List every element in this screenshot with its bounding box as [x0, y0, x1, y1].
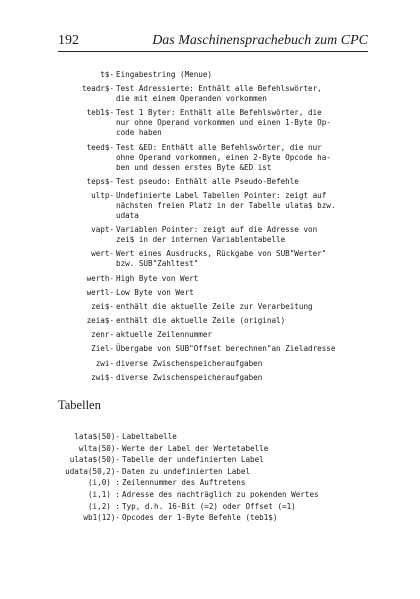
description-line: Variablen Pointer: zeigt auf die Adresse von	[116, 225, 318, 235]
variable-name: wert-	[91, 249, 114, 259]
variable-description	[116, 359, 262, 369]
variable-name: werth-	[86, 273, 114, 283]
table-entry	[60, 502, 380, 512]
variable-description	[116, 274, 198, 284]
description-line: code haben	[116, 128, 162, 138]
variable-entry	[62, 330, 382, 340]
variable-description	[116, 84, 322, 104]
variable-name: zwi-	[95, 358, 114, 368]
variable-name: teadr$-	[81, 84, 114, 94]
variable-entry	[62, 316, 382, 326]
variable-description	[116, 143, 331, 173]
table-entry	[60, 444, 380, 454]
description-line: diverse Zwischenspeicheraufgaben	[116, 372, 263, 382]
description-line: Undefinierte Label Tabellen Pointer: zeigt auf	[116, 190, 327, 200]
description-line: enthält die aktuelle Zeile zur Verarbeitung	[116, 301, 313, 311]
table-description: Typ, d.h. 16-Bit (=2) oder Offset (=1)	[122, 501, 296, 511]
variable-description	[116, 108, 331, 138]
variable-description	[116, 330, 212, 340]
variable-description	[116, 288, 194, 298]
table-name: wb1(12)-	[83, 513, 120, 523]
table-entry	[60, 432, 380, 442]
variable-name: ultp-	[91, 190, 114, 200]
variable-description	[116, 191, 335, 221]
description-line: Low Byte von Wert	[116, 287, 194, 297]
description-line: nächsten freien Platz in der Tabelle ulata$ bzw.	[116, 200, 336, 210]
table-name: ulata$(50)-	[69, 455, 120, 465]
variable-entry	[62, 225, 382, 245]
table-description: Opcodes der 1-Byte Befehle (teb1$)	[122, 513, 278, 523]
description-line: die mit einem Operanden vorkommen	[116, 94, 267, 104]
description-line: Test &ED: Enthält alle Befehlswörter, die nur	[116, 142, 322, 152]
variable-description	[116, 373, 262, 383]
variable-entry	[62, 359, 382, 369]
table-description: Daten zu undefinierten Label	[122, 466, 251, 476]
variable-entry	[62, 143, 382, 173]
description-line: zei$ in der internen Variablentabelle	[116, 235, 286, 245]
variable-entry	[62, 373, 382, 383]
variable-entry	[62, 191, 382, 221]
table-name: (i,1) :	[87, 489, 120, 499]
variable-entry	[62, 177, 382, 187]
description-line: Test Adressierte: Enthält alle Befehlswörter,	[116, 84, 322, 94]
description-line: udata	[116, 210, 139, 220]
description-line: ben und dessen erstes Byte &ED ist	[116, 162, 272, 172]
variable-description	[116, 249, 326, 269]
variable-description	[116, 225, 317, 245]
variable-name: teps$-	[86, 176, 114, 186]
variable-name: Ziel-	[91, 344, 114, 354]
section-title: Tabellen	[58, 398, 101, 412]
variable-description	[116, 177, 299, 187]
variable-entry	[62, 288, 382, 298]
table-name: (i,2) :	[87, 501, 120, 511]
table-description: Tabelle der undefinierten Label	[122, 455, 264, 465]
table-entry	[60, 513, 380, 523]
table-list	[60, 432, 380, 525]
table-description: Zeilennummer des Auftretens	[122, 478, 246, 488]
description-line: aktuelle Zeilennummer	[116, 330, 213, 340]
description-line: bzw. SUB"Zahltest"	[116, 259, 199, 269]
page-number: 192	[58, 33, 79, 48]
variable-name: teed$-	[86, 142, 114, 152]
description-line: enthält die aktuelle Zeile (original)	[116, 316, 286, 326]
variable-entry	[62, 274, 382, 284]
table-description: Werte der Label der Wertetabelle	[122, 443, 269, 453]
page-header	[58, 33, 368, 52]
table-name: lata$(50)-	[74, 432, 120, 441]
variable-name: zei$-	[91, 301, 114, 311]
description-line: Eingabestring (Menue)	[116, 70, 213, 79]
variable-name: t$-	[100, 70, 114, 79]
variable-entry	[62, 108, 382, 138]
description-line: High Byte von Wert	[116, 273, 199, 283]
description-line: Test 1 Byter: Enthält alle Befehlswörter, die	[116, 108, 322, 118]
variable-entry	[62, 249, 382, 269]
variable-entry	[62, 302, 382, 312]
table-entry	[60, 478, 380, 488]
description-line: Übergabe von SUB"Offset berechnen"an Zieladresse	[116, 344, 336, 354]
variable-description	[116, 344, 335, 354]
table-entry	[60, 467, 380, 477]
description-line: diverse Zwischenspeicheraufgaben	[116, 358, 263, 368]
table-name: udata(50,2)-	[65, 466, 120, 476]
variable-name: zeia$-	[86, 316, 114, 326]
variable-description	[116, 70, 212, 80]
table-name: (i,0) :	[87, 478, 120, 488]
variable-name: zwi$-	[91, 372, 114, 382]
table-name: wlta(50)-	[78, 443, 120, 453]
description-line: Test pseudo: Enthält alle Pseudo-Befehle	[116, 176, 299, 186]
variable-entry	[62, 344, 382, 354]
description-line: nur ohne Operand vorkommen und einen 1-Byte Op-	[116, 118, 331, 128]
variable-list	[62, 70, 382, 387]
running-title: Das Maschinensprachebuch zum CPC	[152, 33, 368, 48]
description-line: Wert eines Ausdrucks, Rückgabe von SUB"Werter"	[116, 249, 327, 259]
variable-description	[116, 302, 313, 312]
table-entry	[60, 490, 380, 500]
variable-entry	[62, 84, 382, 104]
description-line: ohne Operand vorkommen, einen 2-Byte Opcode ha-	[116, 152, 331, 162]
variable-description	[116, 316, 285, 326]
variable-name: wertl-	[86, 287, 114, 297]
variable-name: zenr-	[91, 330, 114, 340]
table-description: Adresse des nachträglich zu pokenden Wertes	[122, 489, 319, 499]
table-description: Labeltabelle	[122, 432, 177, 441]
variable-name: vapt-	[91, 225, 114, 235]
variable-name: teb1$-	[86, 108, 114, 118]
table-entry	[60, 455, 380, 465]
variable-entry	[62, 70, 382, 80]
